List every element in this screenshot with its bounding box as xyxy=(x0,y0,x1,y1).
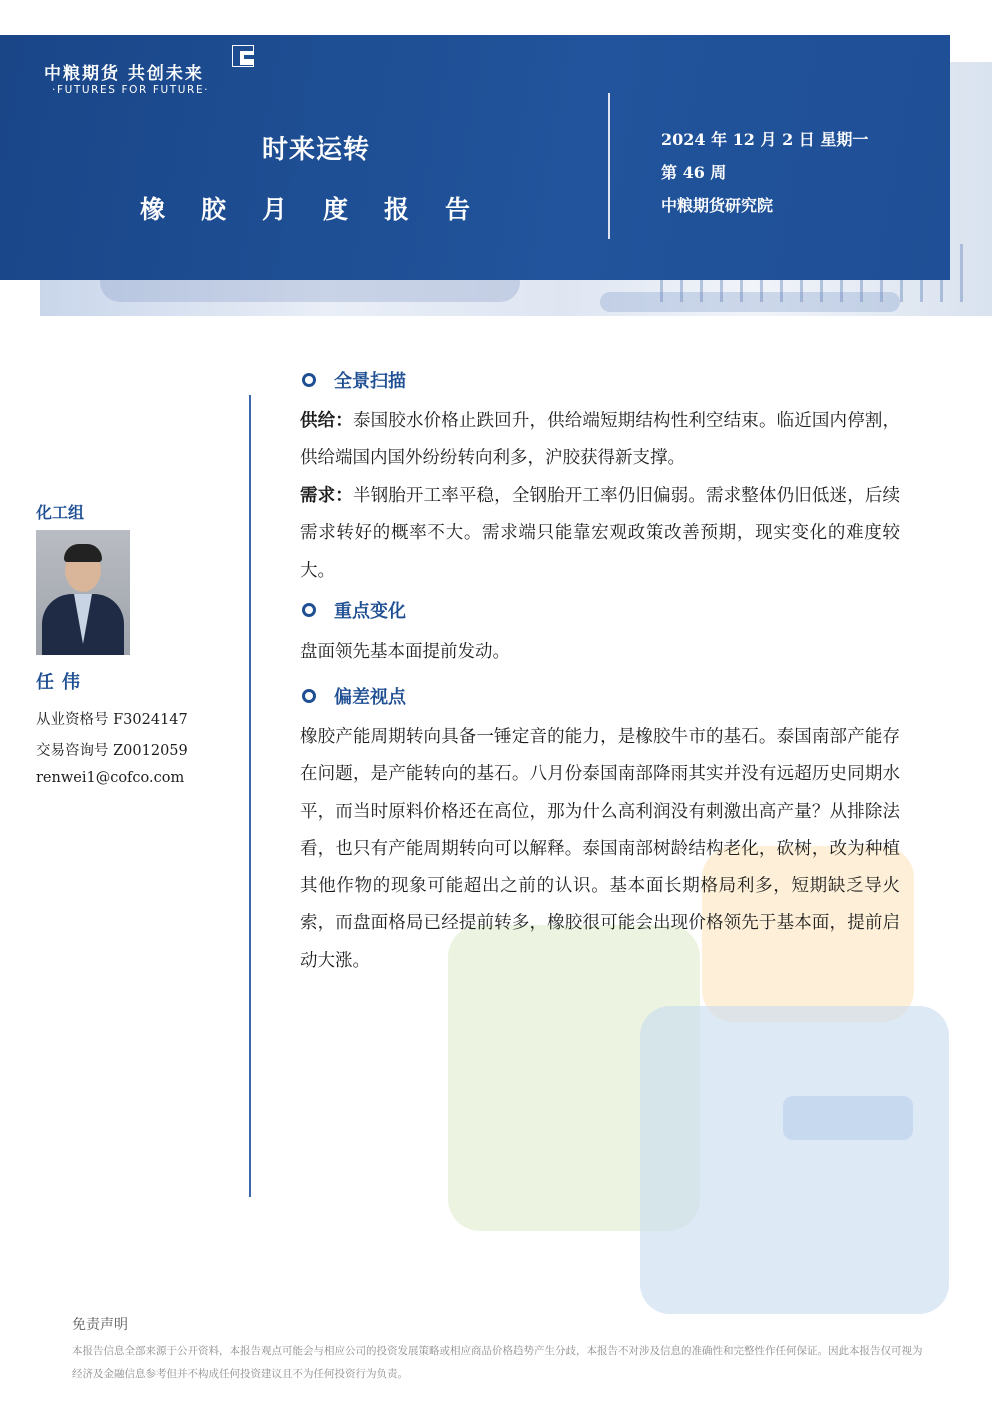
logo-slogan: 中粮期货 共创未来 xyxy=(44,64,204,84)
column-divider xyxy=(249,395,251,1197)
analyst-avatar xyxy=(36,530,130,655)
report-title: 橡胶月度报告 xyxy=(140,195,507,224)
banner-divider xyxy=(608,93,610,239)
demand-paragraph xyxy=(300,478,900,590)
header-banner xyxy=(0,35,950,280)
key-change-paragraph: 盘面领先基本面提前发动。 xyxy=(300,642,510,662)
deviation-paragraph: 橡胶产能周期转向具备一锤定音的能力，是橡胶牛市的基石。泰国南部产能存在问题，是产能转向的基石。八月份泰国南部降雨其实并没有远超历史同期水平，而当时原料价格还在高位，那为什么高利润没有刺激出高产量？从排除法看，也只有产能周期转向可以解释。泰国南部树龄结构老化，砍树，改为种植其他作物的现象可能超出之前的认识。基本面长期格局利多，短期缺乏导火索，而盘面格局已经提前转多，橡胶很可能会出现价格领先于基本面，提前启动大涨。 xyxy=(300,727,900,971)
report-institute: 中粮期货研究院 xyxy=(661,196,774,215)
supply-paragraph xyxy=(300,403,900,478)
report-theme: 时来运转 xyxy=(262,135,371,165)
supply-text: 泰国胶水价格止跌回升，供给端短期结构性利空结束。临近国内停割，供给端国内国外纷纷转向利多，沪胶获得新支撑。 xyxy=(300,411,901,469)
analyst-group: 化工组 xyxy=(36,503,85,522)
disclaimer-text: 本报告信息全部来源于公开资料，本报告观点可能会与相应公司的投资发展策略或相应商品价格趋势产生分歧，本报告不对涉及信息的准确性和完整性作任何保证。因此本报告仅可视为经济及金融信息参考但并不构成任何投资建议且不为任何投资行为负责。 xyxy=(72,1345,923,1380)
disclaimer-title: 免责声明 xyxy=(72,1317,128,1333)
analyst-consult-number: 交易咨询号 Z0012059 xyxy=(36,743,188,759)
report-date: 2024 年 12 月 2 日 星期一 xyxy=(661,130,869,149)
bullet-circle-icon xyxy=(302,689,316,703)
logo-mark-icon xyxy=(228,43,258,71)
decor-blue-inner-block xyxy=(783,1096,913,1140)
analyst-email: renwei1@cofco.com xyxy=(36,770,185,786)
logo-english-tagline: ·FUTURES FOR FUTURE· xyxy=(52,84,210,96)
bullet-circle-icon xyxy=(302,373,316,387)
decor-blue-block xyxy=(640,1006,949,1314)
bullet-circle-icon xyxy=(302,603,316,617)
analyst-name: 任伟 xyxy=(36,672,88,693)
demand-label: 需求： xyxy=(300,486,353,506)
analyst-qualification: 从业资格号 F3024147 xyxy=(36,712,188,728)
report-week: 第 46 周 xyxy=(661,163,727,182)
supply-label: 供给： xyxy=(300,411,353,431)
demand-text: 半钢胎开工率平稳，全钢胎开工率仍旧偏弱。需求整体仍旧低迷，后续需求转好的概率不大。需求端只能靠宏观政策改善预期，现实变化的难度较大。 xyxy=(300,486,901,581)
